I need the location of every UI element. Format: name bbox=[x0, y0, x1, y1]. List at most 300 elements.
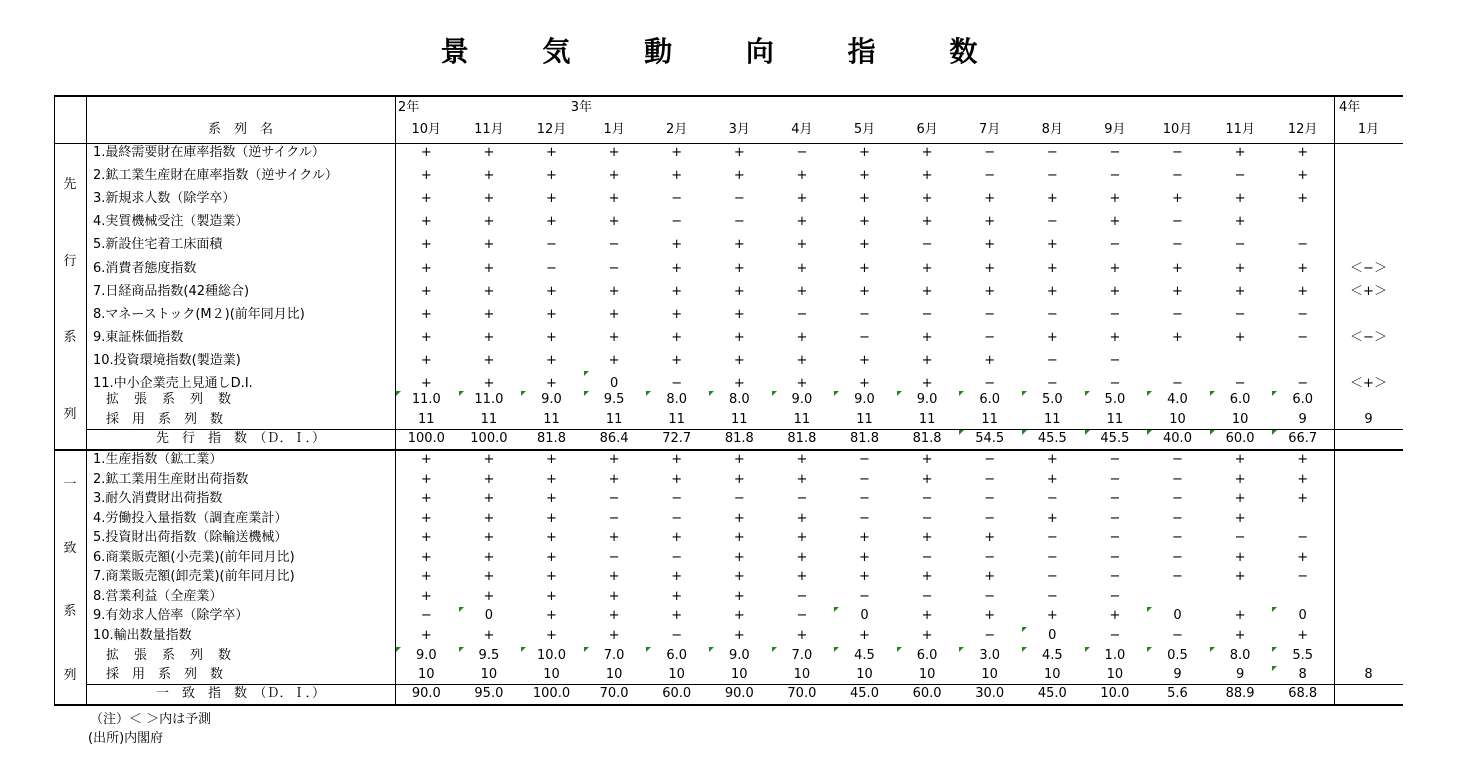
sign-cell: − bbox=[1109, 306, 1121, 322]
sign-cell: + bbox=[546, 168, 557, 184]
sign-cell: + bbox=[1172, 191, 1183, 207]
sign-cell: + bbox=[921, 530, 933, 545]
expanded-value: 9.0 bbox=[415, 648, 437, 663]
sign-cell: + bbox=[608, 283, 620, 299]
year-label: 3年 bbox=[570, 100, 593, 115]
series-name: 11.中小企業売上見通しD.I. bbox=[93, 376, 253, 391]
di-value: 81.8 bbox=[912, 431, 942, 446]
forecast-cell: ＜−＞ bbox=[1350, 260, 1387, 276]
series-name: 6.消費者態度指数 bbox=[93, 260, 197, 276]
series-name: 8.営業利益（全産業） bbox=[93, 588, 223, 604]
sign-cell: + bbox=[608, 627, 620, 643]
sign-cell: + bbox=[546, 471, 557, 487]
sign-cell: + bbox=[921, 283, 933, 299]
table-rule bbox=[86, 95, 87, 705]
sign-cell: + bbox=[546, 283, 557, 299]
sign-cell: + bbox=[671, 452, 683, 467]
sign-cell: + bbox=[483, 168, 495, 184]
sign-cell: − bbox=[1109, 588, 1121, 604]
expanded-value: 9.0 bbox=[854, 392, 875, 407]
sign-cell: + bbox=[984, 608, 996, 623]
flag-marker bbox=[1272, 607, 1277, 612]
expanded-value: 11.0 bbox=[411, 392, 441, 407]
sign-cell: − bbox=[859, 306, 870, 322]
di-value: 5.6 bbox=[1167, 686, 1188, 701]
series-name: 4.労働投入量指数（調査産業計） bbox=[93, 510, 288, 526]
sign-cell: + bbox=[733, 260, 745, 276]
sign-cell: + bbox=[984, 283, 996, 299]
sign-cell: + bbox=[1297, 168, 1309, 184]
di-value: 60.0 bbox=[662, 686, 692, 701]
expanded-value: 8.0 bbox=[666, 392, 688, 407]
sign-cell: + bbox=[546, 491, 557, 506]
expanded-value: 9.0 bbox=[541, 392, 562, 407]
adopted-value: 10 bbox=[918, 667, 936, 682]
sign-cell: − bbox=[671, 549, 683, 565]
sign-cell: + bbox=[921, 376, 933, 391]
flag-marker bbox=[1272, 647, 1277, 652]
sign-cell: + bbox=[984, 530, 996, 545]
sign-cell: + bbox=[420, 260, 432, 276]
series-name: 10.輸出数量指数 bbox=[93, 627, 192, 643]
month-header: 7月 bbox=[979, 122, 1001, 137]
di-value: 66.7 bbox=[1288, 431, 1318, 446]
series-name: 7.日経商品指数(42種総合) bbox=[93, 283, 250, 299]
sign-cell: − bbox=[984, 329, 996, 345]
sign-cell: − bbox=[1297, 237, 1309, 253]
sign-cell: + bbox=[1109, 283, 1121, 299]
sign-cell: + bbox=[671, 530, 683, 545]
sign-cell: + bbox=[1234, 145, 1246, 160]
month-header: 1月 bbox=[1357, 122, 1380, 137]
sign-cell: + bbox=[1234, 260, 1246, 276]
sign-cell: + bbox=[1297, 471, 1309, 487]
flag-marker bbox=[459, 391, 464, 396]
sign-cell: − bbox=[984, 306, 996, 322]
sign-cell: − bbox=[733, 191, 745, 207]
sign-cell: − bbox=[671, 376, 683, 391]
sign-cell: − bbox=[1172, 376, 1183, 391]
sign-cell: − bbox=[859, 510, 870, 526]
sign-cell: − bbox=[1297, 569, 1309, 584]
sign-cell: − bbox=[984, 168, 996, 184]
sign-cell: + bbox=[1109, 608, 1121, 623]
di-value: 81.8 bbox=[537, 431, 566, 446]
sign-cell: + bbox=[546, 145, 557, 160]
flag-marker bbox=[1210, 391, 1215, 396]
expanded-value: 6.0 bbox=[1292, 392, 1314, 407]
sign-cell: + bbox=[671, 352, 683, 368]
table-rule bbox=[54, 704, 1403, 706]
adopted-label: 採 用 系 列 数 bbox=[106, 667, 224, 682]
sign-cell: − bbox=[921, 237, 933, 253]
flag-marker bbox=[1085, 391, 1090, 396]
series-name: 9.有効求人倍率（除学卒） bbox=[93, 608, 249, 623]
sign-cell: + bbox=[546, 627, 557, 643]
sign-cell: + bbox=[1109, 260, 1121, 276]
sign-cell: + bbox=[859, 168, 870, 184]
sign-cell: − bbox=[1046, 168, 1058, 184]
sign-cell: + bbox=[420, 191, 432, 207]
sign-cell: + bbox=[859, 530, 870, 545]
di-value: 70.0 bbox=[599, 686, 629, 701]
series-name: 4.実質機械受注（製造業） bbox=[93, 214, 249, 230]
expanded-value: 9.5 bbox=[478, 648, 500, 663]
flag-marker bbox=[584, 647, 589, 652]
sign-cell: + bbox=[608, 352, 620, 368]
flag-marker bbox=[897, 647, 902, 652]
adopted-value: 9 bbox=[1235, 667, 1245, 682]
sign-cell: + bbox=[420, 376, 432, 391]
flag-marker bbox=[1022, 391, 1027, 396]
sign-cell: + bbox=[483, 260, 495, 276]
adopted-value: 11 bbox=[918, 412, 936, 427]
flag-marker bbox=[1210, 430, 1215, 435]
sign-cell: + bbox=[483, 237, 495, 253]
flag-marker bbox=[834, 391, 839, 396]
sign-cell: + bbox=[1109, 191, 1121, 207]
sign-cell: − bbox=[1046, 352, 1058, 368]
adopted-value: 10 bbox=[981, 667, 998, 682]
series-name-header: 系 列 名 bbox=[207, 122, 273, 137]
month-header: 10月 bbox=[1162, 122, 1193, 137]
flag-marker bbox=[1147, 430, 1152, 435]
sign-cell: + bbox=[608, 145, 620, 160]
flag-marker bbox=[834, 607, 839, 612]
sign-cell: + bbox=[1046, 510, 1058, 526]
sign-cell: − bbox=[984, 452, 996, 467]
sign-cell: + bbox=[420, 352, 432, 368]
sign-cell: − bbox=[1234, 530, 1246, 545]
month-header: 9月 bbox=[1104, 122, 1126, 137]
di-value: 81.8 bbox=[850, 431, 879, 446]
sign-cell: + bbox=[546, 306, 557, 322]
sign-cell: + bbox=[671, 306, 683, 322]
flag-marker bbox=[1147, 391, 1152, 396]
sign-cell: + bbox=[733, 569, 745, 584]
sign-cell: − bbox=[1109, 352, 1121, 368]
series-name: 7.商業販売額(卸売業)(前年同月比) bbox=[93, 569, 295, 584]
sign-cell: − bbox=[1172, 214, 1183, 230]
month-header: 12月 bbox=[536, 122, 567, 137]
sign-cell: − bbox=[859, 588, 870, 604]
sign-cell: + bbox=[1234, 452, 1246, 467]
di-value: 90.0 bbox=[724, 686, 754, 701]
sign-cell: − bbox=[1046, 491, 1058, 506]
sign-cell: + bbox=[733, 588, 745, 604]
sign-cell: + bbox=[546, 549, 557, 565]
sign-cell: + bbox=[733, 471, 745, 487]
flag-marker bbox=[1272, 666, 1277, 671]
sign-cell: − bbox=[1109, 530, 1121, 545]
series-name: 1.最終需要財在庫率指数（逆サイクル） bbox=[93, 145, 325, 160]
expanded-value: 6.0 bbox=[1229, 392, 1251, 407]
di-value: 90.0 bbox=[411, 686, 441, 701]
month-header: 2月 bbox=[666, 122, 688, 137]
sign-cell: + bbox=[733, 530, 745, 545]
table-rule bbox=[54, 95, 1403, 97]
sign-cell: + bbox=[1234, 569, 1246, 584]
sign-cell: − bbox=[921, 491, 933, 506]
expanded-value: 9.0 bbox=[916, 392, 938, 407]
series-name: 2.鉱工業生産財在庫率指数（逆サイクル） bbox=[93, 168, 338, 184]
sign-cell: − bbox=[984, 510, 996, 526]
adopted-value: 11 bbox=[981, 412, 998, 427]
flag-marker bbox=[1022, 430, 1027, 435]
sign-cell: 0 bbox=[609, 376, 619, 391]
sign-cell: + bbox=[796, 352, 808, 368]
sign-cell: + bbox=[546, 530, 557, 545]
sign-cell: + bbox=[1297, 145, 1309, 160]
sign-cell: + bbox=[921, 260, 933, 276]
sign-cell: + bbox=[420, 471, 432, 487]
sign-cell: − bbox=[1172, 145, 1183, 160]
sign-cell: − bbox=[1172, 627, 1183, 643]
di-value: 72.7 bbox=[662, 431, 692, 446]
sign-cell: + bbox=[608, 569, 620, 584]
sign-cell: − bbox=[1172, 530, 1183, 545]
sign-cell: + bbox=[483, 627, 495, 643]
expanded-value: 9.5 bbox=[603, 392, 625, 407]
table-rule bbox=[86, 429, 1403, 430]
sign-cell: + bbox=[1046, 329, 1058, 345]
sign-cell: + bbox=[483, 549, 495, 565]
sign-cell: + bbox=[1297, 191, 1309, 207]
sign-cell: − bbox=[1172, 569, 1183, 584]
group-label: 列 bbox=[63, 668, 77, 684]
expanded-value: 9.0 bbox=[728, 648, 750, 663]
sign-cell: + bbox=[921, 608, 933, 623]
month-header: 12月 bbox=[1287, 122, 1318, 137]
series-name: 8.マネーストック(M２)(前年同月比) bbox=[93, 306, 305, 322]
adopted-value: 10 bbox=[1169, 412, 1186, 427]
sign-cell: + bbox=[420, 306, 432, 322]
sign-cell: − bbox=[608, 491, 620, 506]
sign-cell: − bbox=[796, 145, 808, 160]
sign-cell: + bbox=[546, 329, 557, 345]
month-header: 10月 bbox=[411, 122, 442, 137]
adopted-value: 10 bbox=[793, 667, 811, 682]
sign-cell: − bbox=[1109, 471, 1121, 487]
di-value: 45.5 bbox=[1100, 431, 1130, 446]
adopted-value: 10 bbox=[480, 667, 498, 682]
sign-cell: − bbox=[608, 237, 620, 253]
adopted-value: 11 bbox=[605, 412, 623, 427]
sign-cell: + bbox=[859, 352, 870, 368]
sign-cell: + bbox=[733, 549, 745, 565]
di-value: 68.8 bbox=[1288, 686, 1318, 701]
sign-cell: + bbox=[1234, 214, 1246, 230]
di-value: 88.9 bbox=[1225, 686, 1255, 701]
adopted-value: 9 bbox=[1173, 667, 1182, 682]
group-label: 系 bbox=[63, 604, 77, 620]
expanded-value: 6.0 bbox=[666, 648, 688, 663]
sign-cell: + bbox=[608, 452, 620, 467]
adopted-value: 10 bbox=[418, 667, 435, 682]
series-name: 3.新規求人数（除学卒） bbox=[93, 191, 236, 207]
sign-cell: + bbox=[608, 588, 620, 604]
sign-cell: − bbox=[859, 329, 870, 345]
series-name: 2.鉱工業用生産財出荷指数 bbox=[93, 471, 249, 487]
sign-cell: − bbox=[420, 608, 432, 623]
flag-marker bbox=[772, 647, 777, 652]
sign-cell: − bbox=[733, 491, 745, 506]
adopted-value: 8 bbox=[1298, 667, 1307, 682]
di-value: 60.0 bbox=[1225, 431, 1255, 446]
sign-cell: + bbox=[483, 588, 495, 604]
sign-cell: − bbox=[921, 306, 933, 322]
adopted-value: 10 bbox=[1231, 412, 1249, 427]
flag-marker bbox=[1085, 647, 1090, 652]
sign-cell: + bbox=[671, 588, 683, 604]
expanded-value: 6.0 bbox=[916, 648, 938, 663]
sign-cell: − bbox=[1297, 329, 1309, 345]
sign-cell: − bbox=[1046, 530, 1058, 545]
adopted-value: 10 bbox=[731, 667, 748, 682]
flag-marker bbox=[584, 391, 589, 396]
year-label: 2年 bbox=[398, 100, 420, 115]
forecast-cell: ＜−＞ bbox=[1350, 329, 1387, 345]
sign-cell: − bbox=[1172, 471, 1183, 487]
sign-cell: − bbox=[796, 588, 808, 604]
expanded-value: 5.0 bbox=[1104, 392, 1126, 407]
sign-cell: − bbox=[1109, 510, 1121, 526]
sign-cell: + bbox=[608, 530, 620, 545]
sign-cell: + bbox=[921, 471, 933, 487]
sign-cell: + bbox=[483, 452, 495, 467]
sign-cell: + bbox=[796, 549, 808, 565]
series-name: 9.東証株価指数 bbox=[93, 329, 184, 345]
sign-cell: + bbox=[1109, 214, 1121, 230]
sign-cell: − bbox=[1109, 549, 1121, 565]
sign-cell: + bbox=[671, 260, 683, 276]
sign-cell: − bbox=[1234, 237, 1246, 253]
sign-cell: + bbox=[420, 237, 432, 253]
sign-cell: + bbox=[483, 569, 495, 584]
sign-cell: − bbox=[1046, 549, 1058, 565]
sign-cell: + bbox=[420, 214, 432, 230]
table-rule bbox=[1334, 95, 1335, 705]
sign-cell: + bbox=[921, 191, 933, 207]
sign-cell: + bbox=[608, 329, 620, 345]
sign-cell: − bbox=[1046, 569, 1058, 584]
sign-cell: + bbox=[671, 168, 683, 184]
di-value: 54.5 bbox=[975, 431, 1005, 446]
sign-cell: − bbox=[1109, 376, 1121, 391]
sign-cell: − bbox=[1297, 306, 1309, 322]
month-header: 3月 bbox=[728, 122, 750, 137]
sign-cell: − bbox=[1172, 491, 1183, 506]
di-value: 81.8 bbox=[787, 431, 817, 446]
sign-cell: + bbox=[796, 260, 808, 276]
sign-cell: + bbox=[483, 510, 495, 526]
di-value: 81.8 bbox=[724, 431, 754, 446]
sign-cell: 0 bbox=[484, 608, 494, 623]
sign-cell: + bbox=[733, 283, 745, 299]
sign-cell: − bbox=[1109, 145, 1121, 160]
adopted-value: 11 bbox=[793, 412, 811, 427]
sign-cell: + bbox=[608, 306, 620, 322]
adopted-value: 10 bbox=[543, 667, 560, 682]
flag-marker bbox=[1147, 647, 1152, 652]
sign-cell: + bbox=[1234, 608, 1246, 623]
di-label: 一 致 指 数 （Ｄ．Ｉ．） bbox=[155, 686, 325, 701]
sign-cell: + bbox=[546, 588, 557, 604]
sign-cell: + bbox=[483, 530, 495, 545]
sign-cell: − bbox=[1109, 627, 1121, 643]
sign-cell: + bbox=[483, 191, 495, 207]
sign-cell: + bbox=[608, 471, 620, 487]
expanded-value: 1.0 bbox=[1104, 648, 1126, 663]
di-value: 10.0 bbox=[1100, 686, 1130, 701]
sign-cell: + bbox=[420, 627, 432, 643]
sign-cell: + bbox=[859, 549, 870, 565]
sign-cell: − bbox=[546, 260, 557, 276]
sign-cell: + bbox=[671, 237, 683, 253]
sign-cell: + bbox=[796, 569, 808, 584]
forecast-cell: ＜+＞ bbox=[1350, 376, 1387, 391]
sign-cell: + bbox=[483, 214, 495, 230]
sign-cell: + bbox=[420, 168, 432, 184]
flag-marker bbox=[1085, 430, 1090, 435]
series-name: 3.耐久消費財出荷指数 bbox=[93, 491, 223, 506]
adopted-value: 11 bbox=[731, 412, 748, 427]
expanded-value: 4.0 bbox=[1167, 392, 1188, 407]
flag-marker bbox=[521, 391, 526, 396]
adopted-value: 11 bbox=[668, 412, 685, 427]
series-name: 10.投資環境指数(製造業) bbox=[93, 352, 241, 368]
sign-cell: + bbox=[984, 352, 996, 368]
flag-marker bbox=[584, 371, 589, 376]
sign-cell: + bbox=[921, 452, 933, 467]
sign-cell: + bbox=[546, 376, 557, 391]
di-label: 先 行 指 数 （Ｄ．Ｉ．） bbox=[155, 431, 325, 446]
adopted-value: 8 bbox=[1364, 667, 1373, 682]
sign-cell: + bbox=[859, 237, 870, 253]
flag-marker bbox=[1272, 391, 1277, 396]
expanded-label: 拡 張 系 列 数 bbox=[106, 392, 233, 407]
flag-marker bbox=[897, 391, 902, 396]
expanded-value: 0.5 bbox=[1167, 648, 1188, 663]
sign-cell: − bbox=[984, 471, 996, 487]
sign-cell: + bbox=[420, 491, 432, 506]
sign-cell: + bbox=[733, 352, 745, 368]
di-value: 95.0 bbox=[474, 686, 504, 701]
flag-marker bbox=[1210, 647, 1215, 652]
sign-cell: − bbox=[1046, 214, 1058, 230]
sign-cell: + bbox=[1172, 329, 1183, 345]
expanded-value: 5.5 bbox=[1292, 648, 1314, 663]
sign-cell: + bbox=[1172, 260, 1183, 276]
sign-cell: + bbox=[733, 376, 745, 391]
flag-marker bbox=[1022, 627, 1027, 632]
sign-cell: − bbox=[984, 549, 996, 565]
month-header: 6月 bbox=[916, 122, 938, 137]
sign-cell: + bbox=[984, 214, 996, 230]
flag-marker bbox=[959, 391, 964, 396]
sign-cell: + bbox=[1297, 283, 1309, 299]
expanded-value: 9.0 bbox=[791, 392, 813, 407]
sign-cell: + bbox=[859, 569, 870, 584]
sign-cell: + bbox=[546, 214, 557, 230]
di-value: 45.0 bbox=[850, 686, 879, 701]
sign-cell: − bbox=[1172, 452, 1183, 467]
sign-cell: − bbox=[733, 214, 745, 230]
sign-cell: − bbox=[1109, 452, 1121, 467]
sign-cell: − bbox=[984, 491, 996, 506]
sign-cell: + bbox=[796, 283, 808, 299]
di-value: 60.0 bbox=[912, 686, 942, 701]
